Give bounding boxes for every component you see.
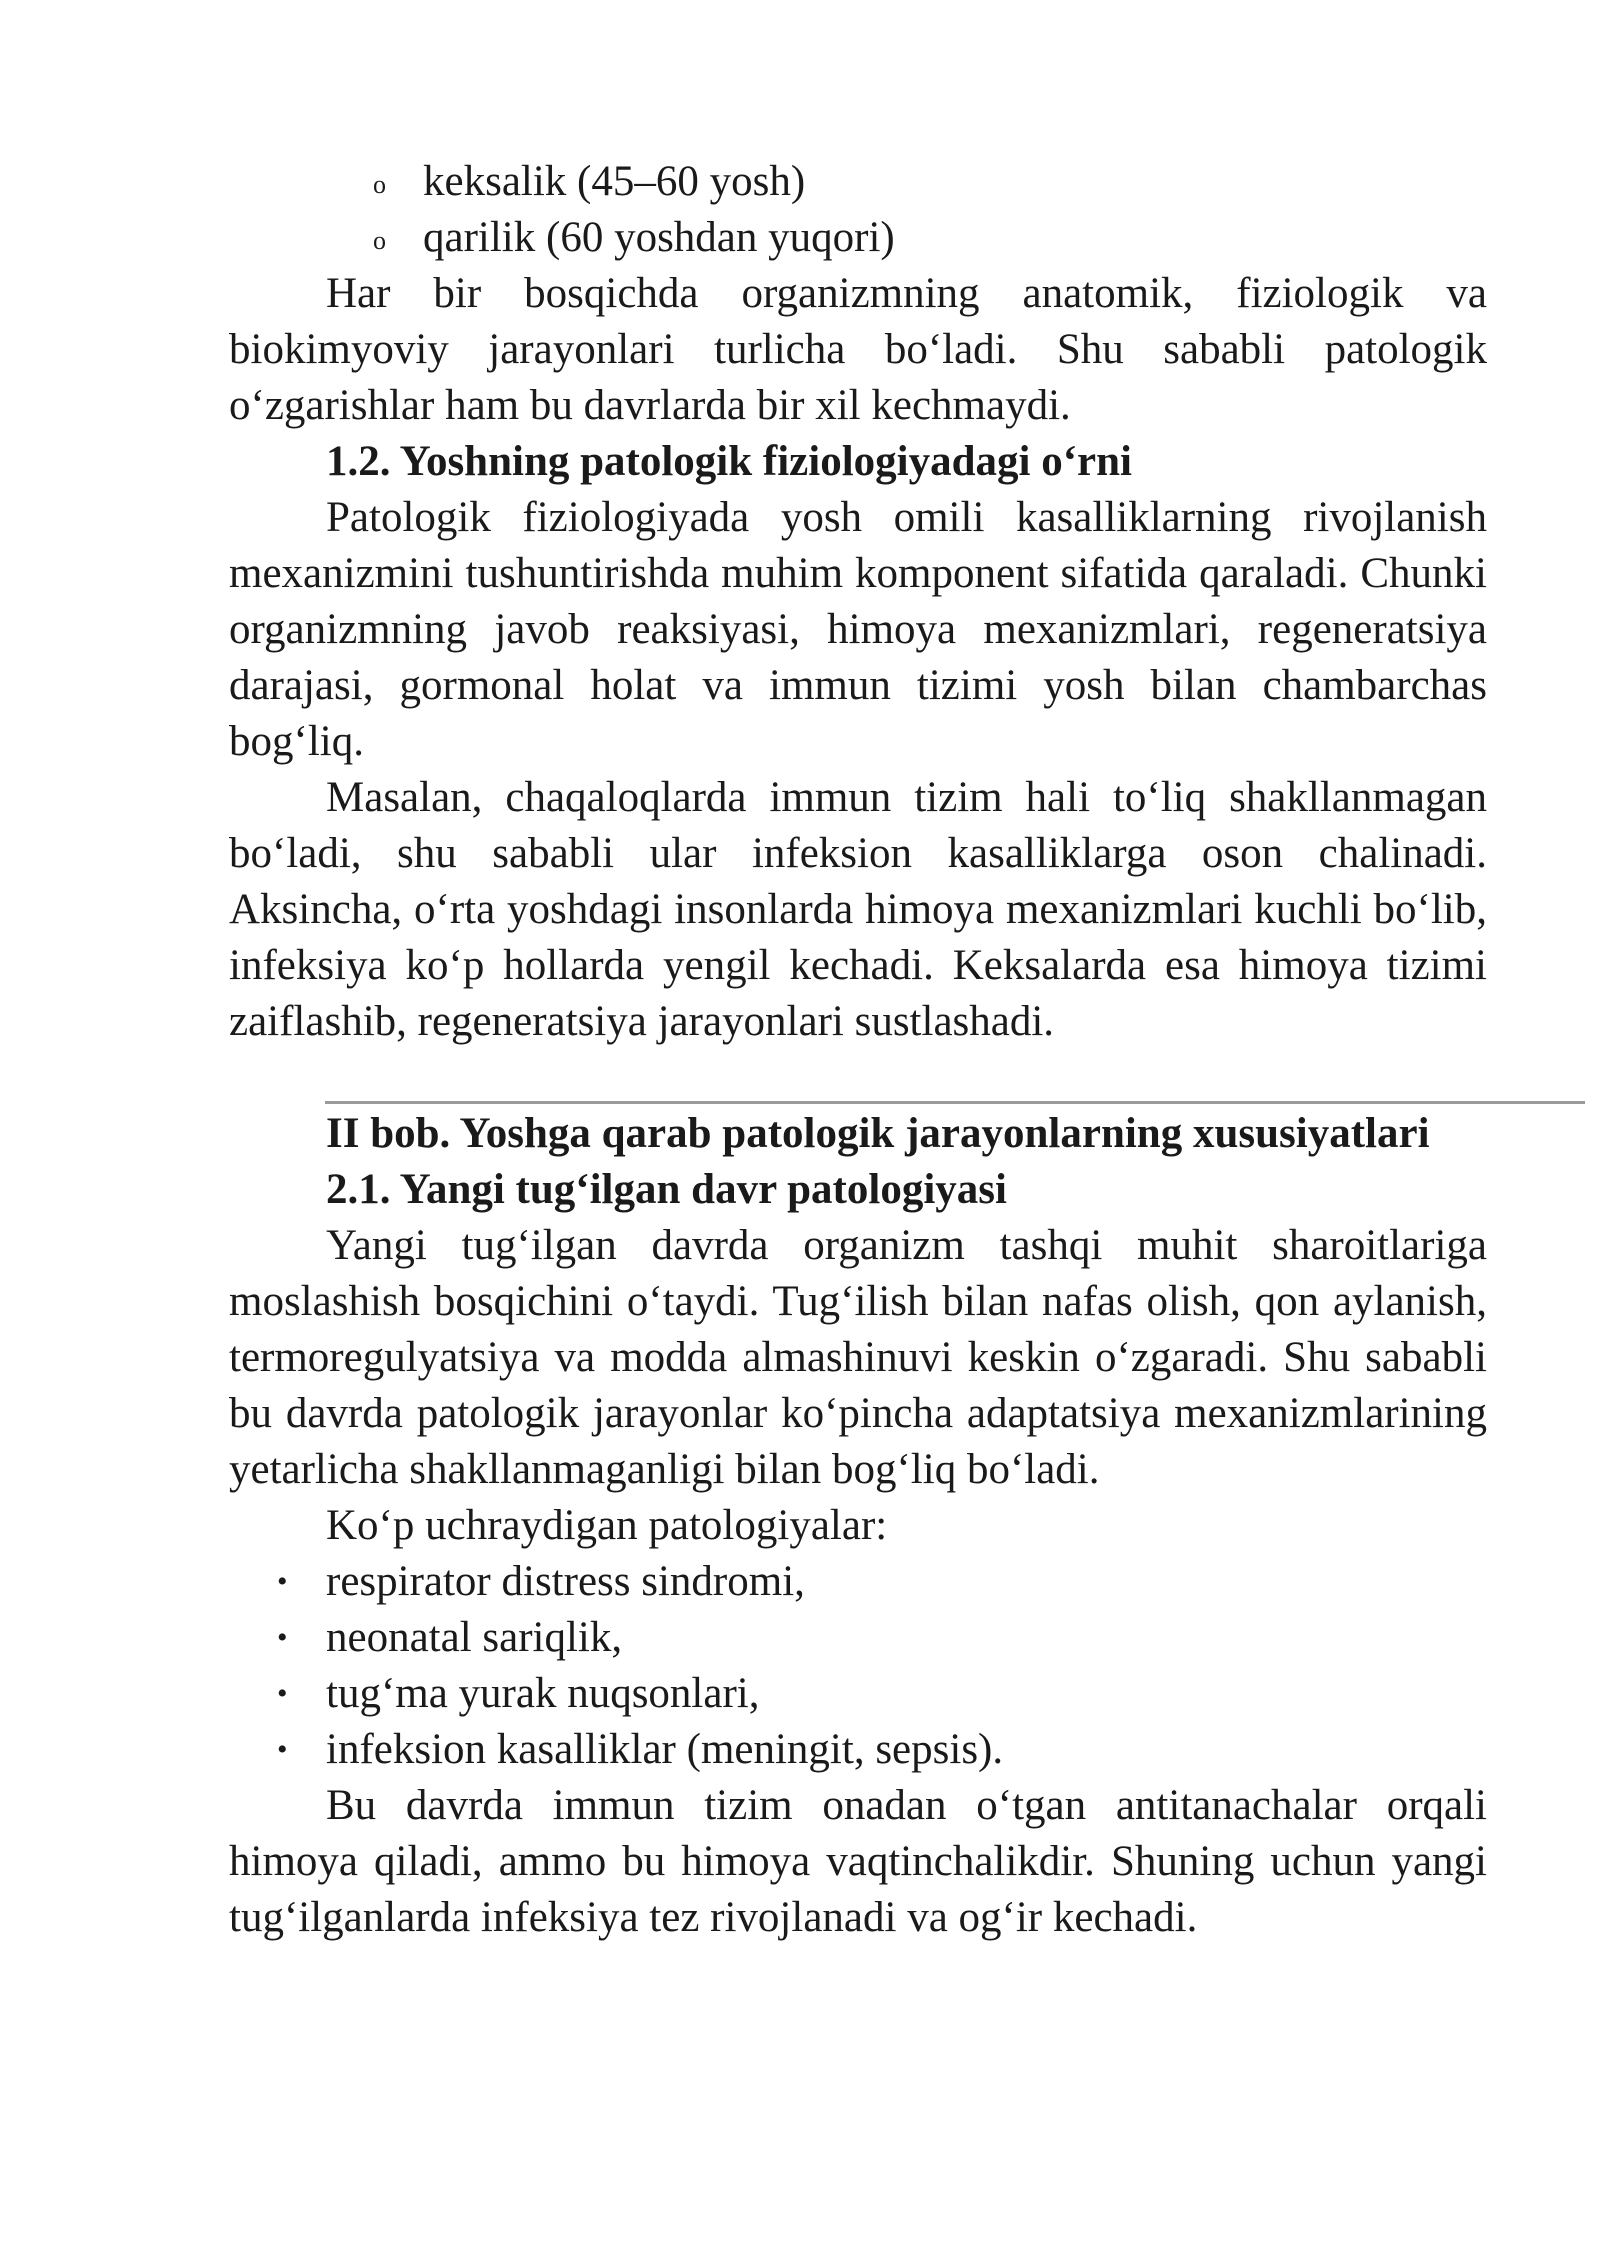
circle-bullet-icon: o	[373, 226, 386, 255]
common-pathologies-label: Ko‘p uchraydigan patologiyalar:	[326, 1502, 888, 1549]
paragraph-role: Patologik fiziologiyada yosh omili kasalliklarning rivojlanish mexanizmini tushuntirishda muhim komponent sifatida qaraladi. Chunki organizmning javob reaksiyasi, himoya mexanizmlari, regeneratsiya darajasi, gormonal holat va immun tizimi yosh bilan chambarchas bog‘liq.	[229, 494, 1487, 765]
bullet-icon: •	[277, 1733, 288, 1766]
bullet-icon: •	[277, 1621, 288, 1654]
list-item-text: tug‘ma yurak nuqsonlari,	[326, 1670, 760, 1717]
paragraph-example: Masalan, chaqaloqlarda immun tizim hali to‘liq shakllanmagan bo‘ladi, shu sababli ular infeksion kasalliklarga oson chalinadi. Aksincha, o‘rta yoshdagi insonlarda himoya mexanizmlari kuchli bo‘lib, infeksiya ko‘p hollarda yengil kechadi. Keksalarda esa himoya tizimi zaiflashib, regeneratsiya jarayonlari sustlashadi.	[229, 774, 1487, 1045]
chapter-title: II bob. Yoshga qarab patologik jarayonlarning xususiyatlari	[326, 1110, 1430, 1157]
horizontal-divider	[325, 1101, 1585, 1104]
list-item	[229, 1554, 1487, 1610]
spacer	[229, 1050, 1487, 1106]
list-item	[229, 1666, 1487, 1722]
list-item-text: respirator distress sindromi,	[326, 1558, 805, 1605]
list-item	[229, 1722, 1487, 1778]
list-item	[229, 154, 1487, 210]
list-item	[229, 1610, 1487, 1666]
paragraph-newborn: Yangi tug‘ilgan davrda organizm tashqi muhit sharoitlariga moslashish bosqichini o‘taydi. Tug‘ilish bilan nafas olish, qon aylanish, termoregulyatsiya va modda almashinuvi keskin o‘zgaradi. Shu sababli bu davrda patologik jarayonlar ko‘pincha adaptatsiya mexanizmlarining yetarlicha shakllanmaganligi bilan bog‘liq bo‘ladi.	[229, 1222, 1487, 1493]
list-item-text: infeksion kasalliklar (meningit, sepsis).	[326, 1726, 1004, 1773]
paragraph-immune: Bu davrda immun tizim onadan o‘tgan antitanachalar orqali himoya qiladi, ammo bu himoya vaqtinchalikdir. Shuning uchun yangi tug‘ilganlarda infeksiya tez rivojlanadi va og‘ir kechadi.	[229, 1782, 1487, 1941]
document-page	[229, 154, 1487, 1946]
bullet-icon: •	[277, 1677, 288, 1710]
list-item-text: keksalik (45–60 yosh)	[423, 158, 806, 205]
paragraph-stages: Har bir bosqichda organizmning anatomik, fiziologik va biokimyoviy jarayonlari turlicha bo‘ladi. Shu sababli patologik o‘zgarishlar ham bu davrlarda bir xil kechmaydi.	[229, 270, 1487, 429]
section-heading-1-2: 1.2. Yoshning patologik fiziologiyadagi o‘rni	[326, 438, 1132, 485]
list-item-text: qarilik (60 yoshdan yuqori)	[423, 214, 895, 261]
list-item-text: neonatal sariqlik,	[326, 1614, 623, 1661]
section-heading-2-1: 2.1. Yangi tug‘ilgan davr patologiyasi	[326, 1166, 1007, 1213]
bullet-icon: •	[277, 1565, 288, 1598]
circle-bullet-icon: o	[373, 170, 386, 199]
list-item	[229, 210, 1487, 266]
